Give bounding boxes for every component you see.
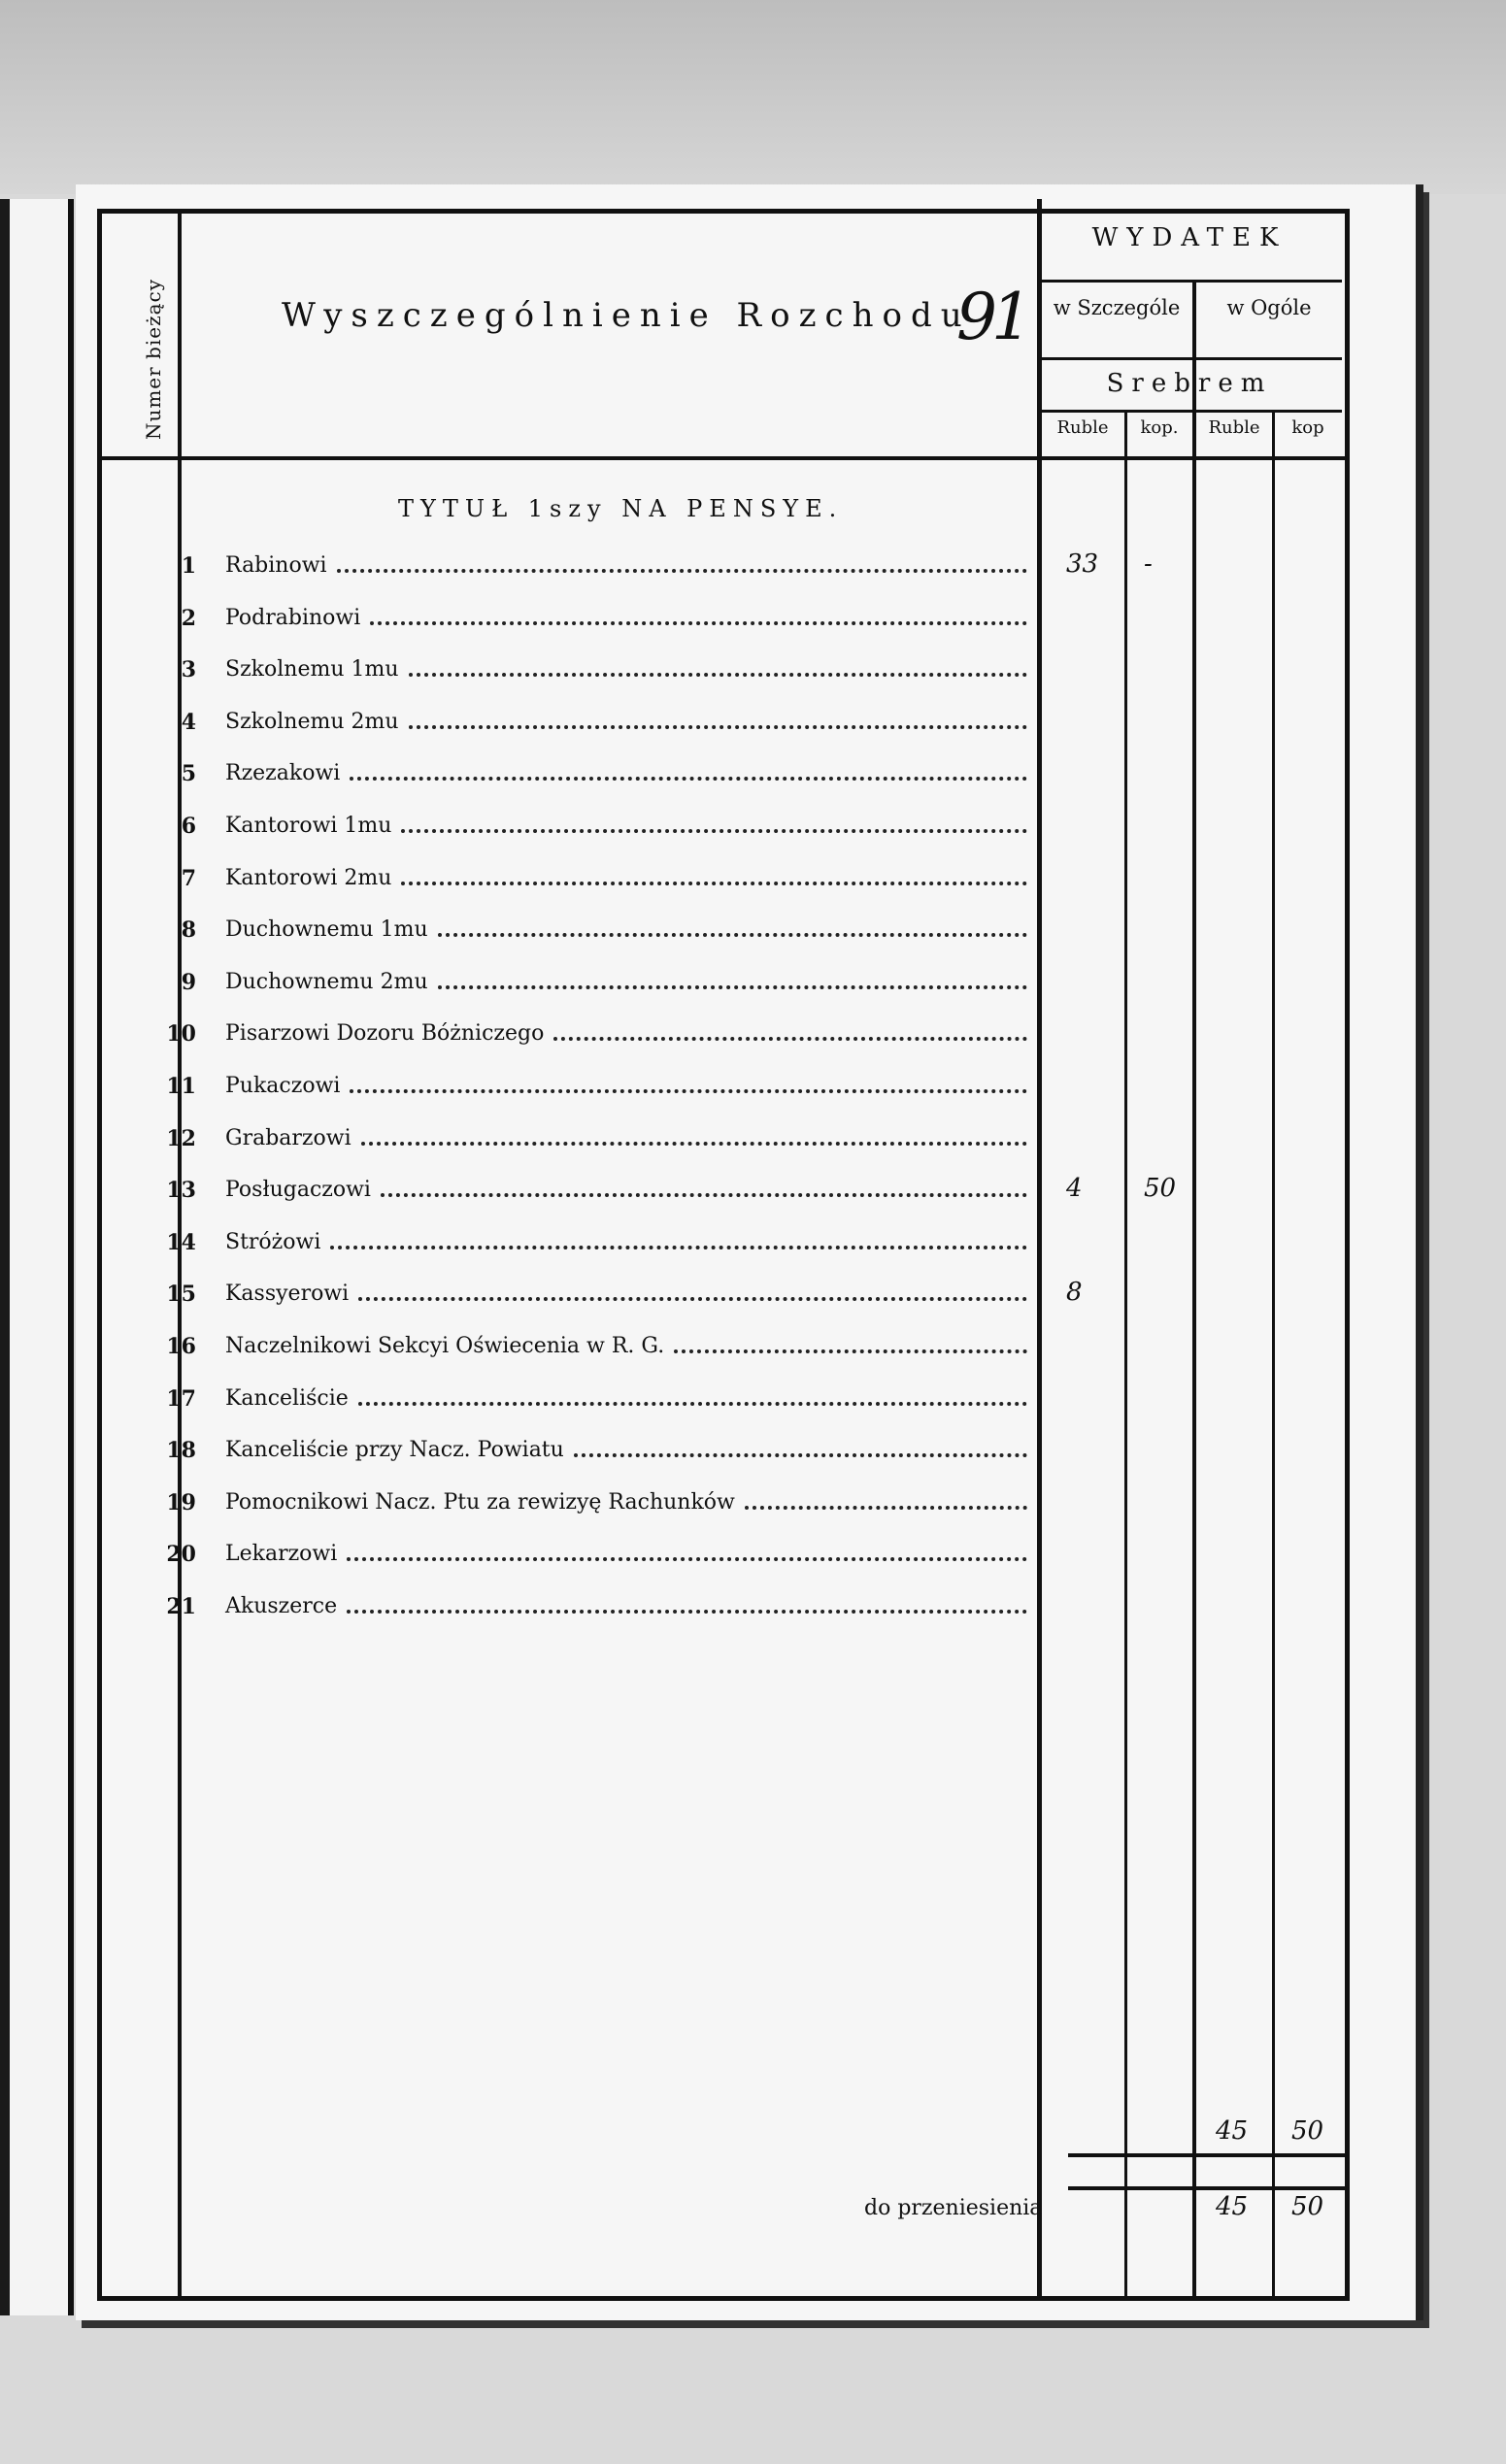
row-label: Duchownemu 1mu [225,917,428,942]
detail-header: w Szczególe [1053,296,1181,319]
row-number: 12 [166,1126,196,1151]
ruble-subheader-2: Ruble [1208,417,1260,438]
dot-leader [745,1496,1027,1510]
kop-subheader-1: kop. [1140,417,1179,438]
total-header: w Ogóle [1226,296,1312,319]
row-label: Akuszerce [225,1594,338,1618]
row-rubles: 33 [1066,549,1099,579]
row-label: Kantorowi 2mu [225,866,392,890]
list-item [107,1334,1039,1382]
dot-leader [347,1548,1027,1561]
list-item [107,1386,1039,1435]
scan-background [0,0,1506,194]
row-number: 8 [181,917,196,943]
row-label: Podrabinowi [225,606,361,630]
wydatek-divider [1039,280,1342,283]
currency-header: Srebrem [1106,369,1273,398]
row-label: Szkolnemu 2mu [225,710,399,734]
dot-leader [401,872,1027,885]
row-label: Posługaczowi [225,1178,371,1202]
list-item [107,1490,1039,1539]
total-rubles: 45 [1216,2116,1249,2146]
row-number: 16 [166,1334,196,1359]
row-label: Rabinowi [225,553,327,578]
title-text: Wyszczególnienie Rozchodu [282,296,971,335]
row-number: 6 [181,814,196,839]
row-label: Rzezakowi [225,761,341,785]
row-label: Stróżowi [225,1230,321,1254]
number-column-header [124,272,183,447]
list-item [107,606,1039,654]
handwritten-annotation: 91 [956,280,1026,354]
dot-leader [574,1444,1027,1457]
dot-leader [370,612,1027,625]
row-label: Kanceliście przy Nacz. Powiatu [225,1438,564,1462]
ruble-subheader-1: Ruble [1056,417,1109,438]
total-line [1068,2153,1348,2157]
list-item [107,1594,1039,1643]
list-item [107,710,1039,758]
dot-leader [438,976,1027,989]
row-label: Kanceliście [225,1386,349,1411]
adjacent-page-edge [0,199,74,2315]
row-number: 15 [166,1282,196,1307]
dot-leader [381,1183,1027,1197]
dot-leader [409,716,1027,729]
kop-rule-1 [1124,413,1127,2301]
subcol-divider [1039,357,1342,360]
section-title: TYTUŁ 1szy NA PENSYE. [398,495,844,522]
carry-forward-label: do przeniesienia [864,2196,1043,2220]
header-divider [102,456,1345,460]
list-item [107,1542,1039,1590]
row-number: 5 [181,761,196,786]
row-rubles: 4 [1066,1174,1083,1203]
row-label: Pisarzowi Dozoru Bóżniczego [225,1021,545,1046]
list-item [107,553,1039,602]
row-label: Szkolnemu 1mu [225,657,399,682]
dot-leader [401,819,1027,833]
list-item [107,1282,1039,1330]
row-label: Lekarzowi [225,1542,338,1566]
row-label: Naczelnikowi Sekcyi Oświecenia w R. G. [225,1334,665,1358]
carry-rubles: 45 [1216,2192,1249,2221]
row-number: 4 [181,710,196,735]
row-number: 10 [166,1021,196,1047]
row-number: 11 [166,1074,196,1099]
row-label: Pomocnikowi Nacz. Ptu za rewizyę Rachunków [225,1490,735,1515]
list-item [107,761,1039,810]
list-item [107,1074,1039,1122]
row-number: 2 [181,606,196,631]
row-rubles: 8 [1066,1278,1083,1307]
row-number: 3 [181,657,196,683]
detail-total-rule [1192,280,1196,2301]
dot-leader [358,1287,1027,1301]
number-column-label: Numer bieżący [142,278,166,441]
dot-leader [553,1027,1027,1041]
dot-leader [361,1132,1027,1146]
row-number: 7 [181,866,196,891]
list-item [107,1438,1039,1486]
total-kop: 50 [1291,2116,1324,2146]
row-number: 17 [166,1386,196,1412]
row-label: Kantorowi 1mu [225,814,392,838]
list-item [107,1126,1039,1175]
row-number: 20 [166,1542,196,1567]
row-number: 18 [166,1438,196,1463]
dot-leader [350,767,1027,781]
row-number: 19 [166,1490,196,1515]
row-number: 13 [166,1178,196,1203]
row-kop: 50 [1144,1174,1177,1203]
carry-kop: 50 [1291,2192,1324,2221]
row-label: Duchownemu 2mu [225,970,428,994]
row-number: 1 [181,553,196,579]
dot-leader [330,1236,1027,1249]
currency-divider [1039,410,1342,413]
page-title [282,296,1039,335]
row-label: Kassyerowi [225,1282,350,1306]
list-item [107,866,1039,915]
dot-leader [350,1080,1027,1093]
kop-subheader-2: kop [1291,417,1324,438]
list-item [107,1021,1039,1070]
row-number: 21 [166,1594,196,1619]
row-label: Grabarzowi [225,1126,351,1150]
row-kop: - [1144,549,1153,579]
dot-leader [674,1340,1027,1353]
row-number: 9 [181,970,196,995]
dot-leader [337,559,1027,573]
list-item [107,970,1039,1018]
dot-leader [358,1392,1027,1406]
list-item [107,1230,1039,1279]
dot-leader [347,1600,1027,1614]
list-item [107,657,1039,706]
list-item [107,1178,1039,1226]
expense-header: WYDATEK [1091,223,1288,252]
row-label: Pukaczowi [225,1074,341,1098]
carry-line [1068,2186,1348,2190]
list-item [107,814,1039,862]
list-item [107,917,1039,966]
dot-leader [409,663,1027,677]
row-number: 14 [166,1230,196,1255]
kop-rule-2 [1272,413,1275,2301]
dot-leader [438,923,1027,937]
